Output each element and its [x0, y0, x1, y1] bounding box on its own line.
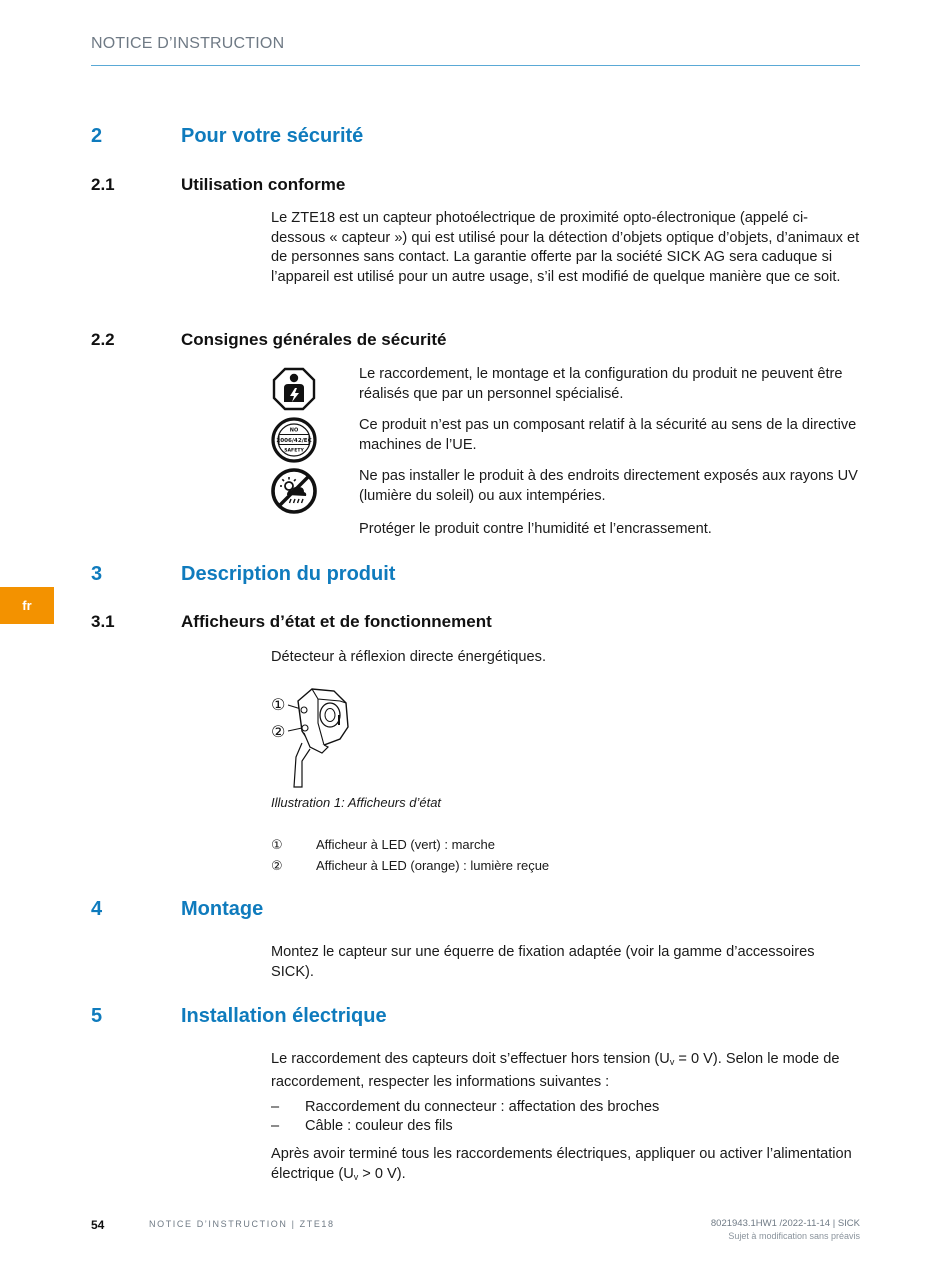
footer-doc-title: NOTICE D’INSTRUCTION | ZTE18 — [149, 1219, 335, 1229]
footer-note: Sujet à modification sans préavis — [728, 1231, 860, 1241]
header-divider — [91, 65, 860, 66]
directive-label: 2006/42/EC — [276, 438, 312, 444]
bullet-1-dash: – — [271, 1099, 280, 1115]
safety-item-1: Le raccordement, le montage et la configuration du produit ne peuvent être réalisés que par un personnel spécialisé. — [359, 366, 843, 402]
section-3-number: 3 — [91, 563, 103, 585]
intended-use-paragraph: Le ZTE18 est un capteur photoélectrique de proximité opto-électronique (appelé ci-dessous « capteur ») qui est utilisé pour la détection d’objets optique d’objets, d’animaux et de personnes sans contact. La garantie offerte par la société SICK AG sera caduque si l’appareil est utilisé pour un autre usage, s’il est modifié de quelque manière que ce soit. — [271, 210, 860, 285]
mounting-paragraph: Montez le capteur sur une équerre de fixation adaptée (voir la gamme d’accessoires SICK). — [271, 944, 815, 980]
section-2-2-title: Consignes générales de sécurité — [181, 330, 447, 349]
language-tab-label: fr — [22, 598, 32, 613]
safety-item-4: Protéger le produit contre l’humidité et l’encrassement. — [359, 521, 712, 537]
legend-item-2-number: ② — [271, 858, 283, 873]
safety-item-2: Ce produit n’est pas un composant relatif à la sécurité au sens de la directive machines de l’UE. — [359, 417, 857, 453]
electrical-paragraph-1 — [271, 1050, 861, 1092]
no-label: NO — [289, 427, 299, 434]
safety-label: SAFETY — [284, 448, 304, 454]
section-4-title: Montage — [181, 898, 264, 920]
section-3-title: Description du produit — [181, 563, 396, 585]
language-tab — [0, 587, 54, 624]
no-safety-component-icon — [271, 417, 317, 463]
section-2-number: 2 — [91, 125, 103, 147]
section-2-1-number: 2.1 — [91, 175, 115, 194]
status-indicators-figure — [268, 683, 358, 791]
voltage-subscript: v — [669, 1057, 675, 1067]
bullet-2-text: Câble : couleur des fils — [305, 1118, 453, 1134]
section-5-title: Installation électrique — [181, 1005, 387, 1027]
legend-item-2-text: Afficheur à LED (orange) : lumière reçue — [316, 858, 550, 873]
section-2-1-title: Utilisation conforme — [181, 175, 346, 194]
electrical-p1-end: = 0 V). Selon le mode de raccordement, respecter les informations suivantes : — [271, 1051, 840, 1090]
section-2-2-number: 2.2 — [91, 330, 115, 349]
section-2-title: Pour votre sécurité — [181, 125, 364, 147]
legend-item-1-number: ① — [271, 837, 283, 852]
bullet-2-dash: – — [271, 1118, 280, 1134]
electrical-p2-end: > 0 V). — [358, 1165, 406, 1182]
electrical-paragraph-2 — [271, 1145, 861, 1187]
detector-intro: Détecteur à réflexion directe énergétiques. — [271, 649, 547, 665]
callout-2: ② — [271, 722, 286, 741]
bullet-1-text: Raccordement du connecteur : affectation des broches — [305, 1099, 660, 1115]
electrical-p1-start: Le raccordement des capteurs doit s’effectuer hors tension (U — [271, 1051, 670, 1067]
safety-item-3: Ne pas installer le produit à des endroits directement exposés aux rayons UV (lumière du soleil) ou aux intempéries. — [359, 468, 858, 504]
section-5-number: 5 — [91, 1005, 103, 1027]
figure-caption: Illustration 1: Afficheurs d’état — [271, 795, 442, 810]
electrical-p2-start: Après avoir terminé tous les raccordements électriques, appliquer ou activer l’alimentation électrique (U — [271, 1146, 852, 1182]
section-3-1-number: 3.1 — [91, 612, 115, 631]
callout-1: ① — [271, 695, 286, 714]
footer-doc-id: 8021943.1HW1 /2022-11-14 | SICK — [710, 1218, 860, 1229]
section-4-number: 4 — [91, 898, 103, 920]
header-title: NOTICE D’INSTRUCTION — [91, 35, 285, 52]
page-number: 54 — [91, 1218, 105, 1232]
no-uv-weather-icon — [271, 468, 317, 514]
legend-item-1-text: Afficheur à LED (vert) : marche — [316, 837, 495, 852]
section-3-1-title: Afficheurs d’état et de fonctionnement — [181, 612, 492, 631]
voltage-subscript-2: v — [353, 1171, 359, 1182]
qualified-personnel-icon — [271, 366, 317, 412]
